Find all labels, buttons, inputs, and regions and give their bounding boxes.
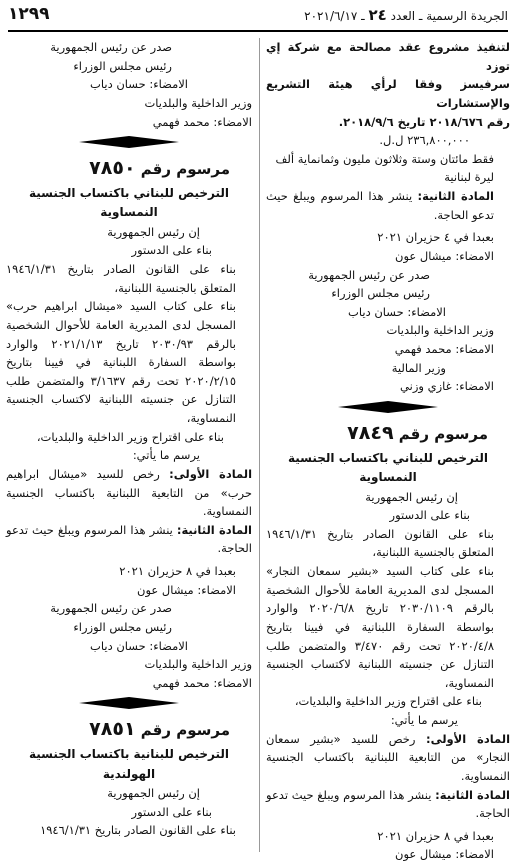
section-divider <box>6 135 252 149</box>
article-1 <box>266 730 510 786</box>
right-column <box>266 38 511 862</box>
decree-para: إن رئيس الجمهورية <box>365 489 458 504</box>
decree-7850-heading <box>6 153 252 184</box>
interior-signature: الامضاء: محمد فهمي <box>394 342 494 356</box>
issued-by: صدر عن رئيس الجمهورية <box>308 267 430 282</box>
decree-para: بناء على الدستور <box>131 243 212 258</box>
decree-para: بناء على كتاب السيد «ميشال ابراهيم حرب» المسجل لدى المديرية العامة للأحوال الشخصية بالرقم ٢٠٣٠/٩٣ تاريخ ٢٠٢١/١/١٣ والوارد بواسطة السفارة اللبنانية في فيينا بتاريخ ٢٠٢٠/٢/١٥ تحت رقم ٣/١٦٣٧ والمتضمن طلب التنازل عن جنسيته اللبنانية لاكتساب الجنسية النمساوية، <box>6 299 237 426</box>
article-2 <box>266 786 510 823</box>
decree-label: مرسوم رقم <box>140 160 230 179</box>
pm-title: رئيس مجلس الوزراء <box>73 619 172 634</box>
decree-para: إن رئيس الجمهورية <box>107 786 200 801</box>
decree-para: بناء على اقتراح وزير الداخلية والبلديات، <box>294 694 482 709</box>
decree-7849-title: الترخيص للبناني باكتساب الجنسية النمساوية <box>287 450 488 485</box>
amount-words: فقط مائتان وستة وثلاثون مليون وثمانماية ألف ليرة لبنانية <box>275 151 494 185</box>
article-2-text: ينشر هذا المرسوم ويبلغ حيث تدعو الحاجة. <box>266 787 510 821</box>
decree-para: بناء على الدستور <box>131 804 212 819</box>
article-1 <box>6 465 252 521</box>
interior-signature: الامضاء: محمد فهمي <box>152 114 252 129</box>
issued-by: صدر عن رئيس الجمهورية <box>50 40 172 54</box>
decree-para: بناء على اقتراح وزير الداخلية والبلديات، <box>36 429 224 444</box>
header-rule <box>8 30 508 32</box>
decree-7850-title: الترخيص للبناني باكتساب الجنسية النمساوية <box>28 185 229 220</box>
pm-signature: الامضاء: حسان دياب <box>90 77 188 92</box>
article-2-label: المادة الثانية: <box>417 189 495 203</box>
section-divider <box>266 400 510 414</box>
decree-7851-heading <box>6 714 252 745</box>
decree-para: بناء على القانون الصادر بتاريخ ١٩٤٦/١/٣١ المتعلق بالجنسية اللبنانية، <box>266 526 494 560</box>
article-2 <box>6 521 252 558</box>
pm-signature: الامضاء: حسان دياب <box>90 638 188 653</box>
intro-line-3: رقم ٢٠١٨/٦٧٦ تاريخ ٢٠١٨/٩/٦. <box>338 114 510 129</box>
interior-signature: الامضاء: محمد فهمي <box>152 675 252 690</box>
article-1-label: المادة الأولى: <box>169 466 253 481</box>
decree-para: يرسم ما يأتي: <box>132 448 200 463</box>
decree-7851-title: الترخيص للبنانية باكتساب الجنسية الهولندية <box>28 747 230 781</box>
article-2 <box>266 187 510 224</box>
decree-number: ٧٨٥١ <box>89 718 136 741</box>
date-line: بعبدا في ٤ حزيران ٢٠٢١ <box>377 230 494 245</box>
decree-para: إن رئيس الجمهورية <box>107 224 200 239</box>
intro-line-1: لتنفيذ مشروع عقد مصالحة مع شركة إي توزد <box>266 40 510 73</box>
issue-date: ـ ٢٠٢١/٦/١٧ <box>304 9 365 23</box>
decree-para: بناء على الدستور <box>389 508 470 523</box>
intro-line-2: سرفيسز وفقا لرأي هيئة التشريع والإستشارات <box>266 77 510 110</box>
journal-name: الجريدة الرسمية ـ العدد <box>390 9 508 23</box>
journal-title <box>304 6 508 24</box>
article-1-text: رخص للسيد «بشير سمعان النجار» من التابعية اللبنانية باكتساب الجنسية النمساوية. <box>266 731 510 783</box>
finance-title: وزير المالية <box>391 360 446 375</box>
article-1-text: رخص للسيد «ميشال ابراهيم حرب» من التابعية اللبنانية باكتساب الجنسية النمساوية. <box>6 466 252 519</box>
decree-para: بناء على القانون الصادر بتاريخ ١٩٤٦/١/٣١ <box>40 823 236 838</box>
finance-signature: الامضاء: غازي وزني <box>400 379 494 394</box>
decree-label: مرسوم رقم <box>140 721 230 740</box>
pm-title: رئيس مجلس الوزراء <box>331 286 430 301</box>
page-header <box>8 6 508 28</box>
decree-para: يرسم ما يأتي: <box>390 713 458 728</box>
amount: ٢٣٦,٨٠٠,٠٠٠ ل.ل. <box>379 133 470 148</box>
article-2-label: المادة الثانية: <box>435 787 510 802</box>
pm-signature: الامضاء: حسان دياب <box>348 304 446 319</box>
page-number: ١٢٩٩ <box>8 4 50 24</box>
section-divider <box>6 696 252 710</box>
decree-label: مرسوم رقم <box>398 424 488 443</box>
decree-number: ٧٨٥٠ <box>89 157 136 180</box>
article-2-label: المادة الثانية: <box>176 522 252 537</box>
issued-by: صدر عن رئيس الجمهورية <box>50 601 172 616</box>
pm-title: رئيس مجلس الوزراء <box>73 58 172 73</box>
decree-para: بناء على القانون الصادر بتاريخ ١٩٤٦/١/٣١ المتعلق بالجنسية اللبنانية، <box>6 262 236 295</box>
decree-para: بناء على كتاب السيد «بشير سمعان النجار» المسجل لدى المديرية العامة للأحوال الشخصية بالرقم ٢٠٣٠/١١٠٩ تاريخ ٢٠٢٠/٦/٨ والوارد بواسطة السفارة اللبنانية في فيينا بتاريخ ٢٠٢٠/٤/٨ تحت رقم ٣/٤٧٠ والمتضمن طلب التنازل عن جنسيته اللبنانية لاكتساب الجنسية النمساوية، <box>266 564 495 690</box>
interior-title: وزير الداخلية والبلديات <box>144 95 252 110</box>
signature-president: الامضاء: ميشال عون <box>395 248 494 263</box>
article-2-text: ينشر هذا المرسوم ويبلغ حيث تدعو الحاجة. <box>6 522 252 556</box>
date-line: بعبدا في ٨ حزيران ٢٠٢١ <box>377 828 494 843</box>
interior-title: وزير الداخلية والبلديات <box>144 657 252 672</box>
decree-7849-heading <box>266 418 510 449</box>
signature-president: الامضاء: ميشال عون <box>137 582 236 597</box>
decree-number: ٧٨٤٩ <box>347 421 394 444</box>
article-2-text: ينشر هذا المرسوم ويبلغ حيث تدعو الحاجة. <box>266 189 494 222</box>
column-separator <box>259 38 260 852</box>
signature-president: الامضاء: ميشال عون <box>395 847 494 862</box>
article-1-label: المادة الأولى: <box>425 731 511 746</box>
interior-title: وزير الداخلية والبلديات <box>386 323 494 338</box>
left-column <box>6 38 252 852</box>
issue-number: ٢٤ <box>368 6 387 24</box>
date-line: بعبدا في ٨ حزيران ٢٠٢١ <box>119 564 236 579</box>
